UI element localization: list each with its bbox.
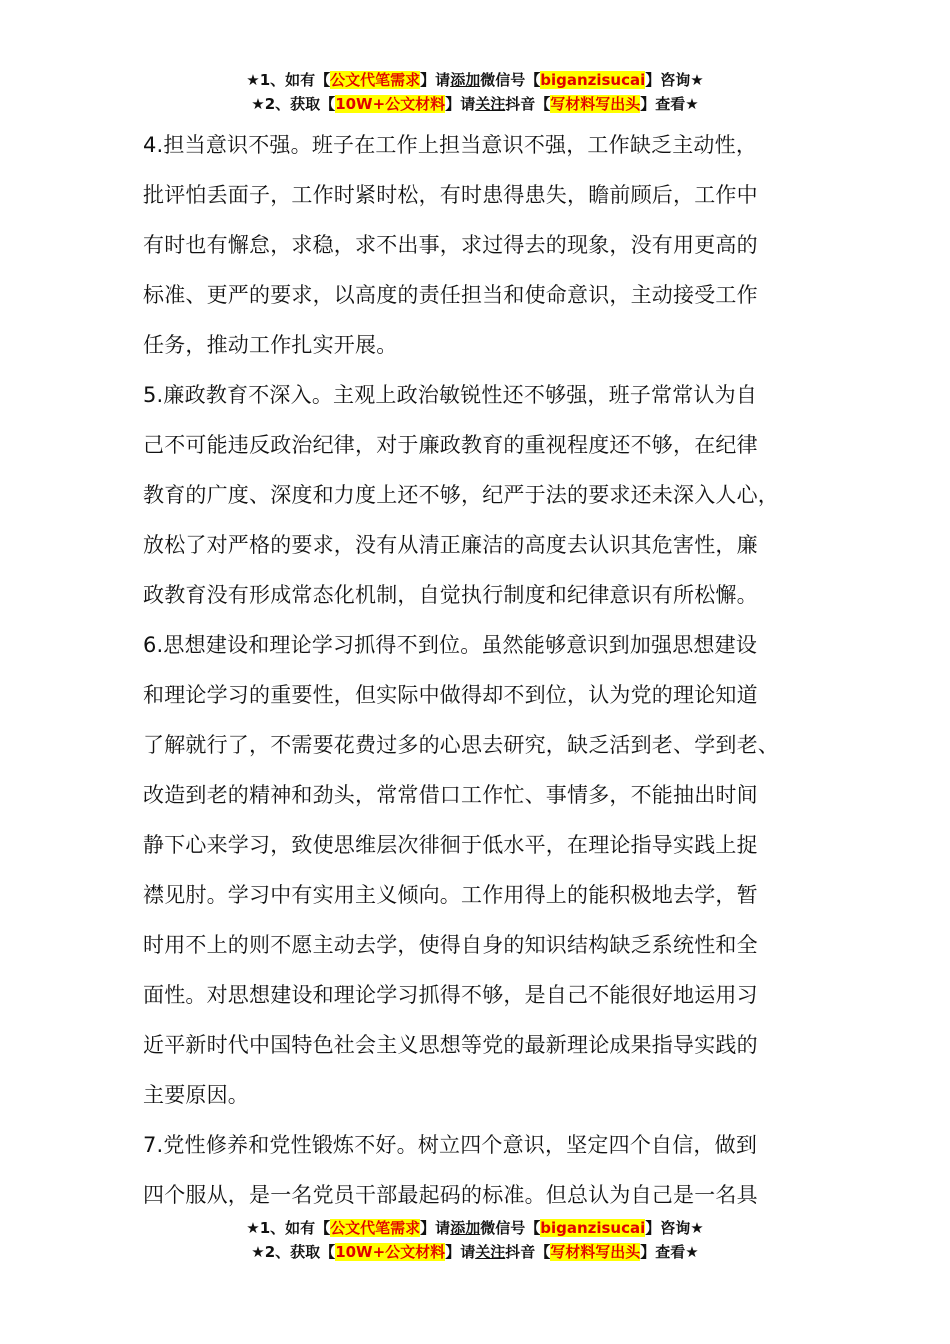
highlight-douyin-account: 写材料写出头 [550, 1243, 641, 1261]
text-line: 和理论学习的重要性，但实际中做得却不到位，认为党的理论知道 [143, 683, 758, 707]
text-line: 主要原因。 [143, 1083, 249, 1107]
footer-banner [0, 1216, 950, 1264]
underlined-add: 添加 [450, 1219, 481, 1237]
text-line: 5.廉政教育不深入。主观上政治敏锐性还不够强，班子常常认为自 [143, 383, 758, 407]
text-line: 时用不上的则不愿主动去学，使得自身的知识结构缺乏系统性和全 [143, 933, 758, 957]
highlight-wechat-id: biganzisucai [540, 71, 646, 89]
text-line: 任务，推动工作扎实开展。 [143, 333, 398, 357]
banner-text: ★2、获取【 [251, 1243, 336, 1261]
banner-line-2 [0, 1240, 950, 1264]
text-line: 近平新时代中国特色社会主义思想等党的最新理论成果指导实践的 [143, 1033, 758, 1057]
banner-text: 】查看★ [640, 1243, 699, 1261]
banner-text: 】请 [420, 1219, 451, 1237]
underlined-follow: 关注 [475, 95, 506, 113]
banner-text: ★1、如有【 [246, 1219, 331, 1237]
text-line: 己不可能违反政治纪律，对于廉政教育的重视程度还不够，在纪律 [143, 433, 758, 457]
banner-line-2 [0, 92, 950, 116]
highlight-materials: 10W+公文材料 [335, 95, 446, 113]
banner-text: 抖音【 [505, 95, 551, 113]
banner-text: ★1、如有【 [246, 71, 331, 89]
text-line: 政教育没有形成常态化机制，自觉执行制度和纪律意识有所松懈。 [143, 583, 758, 607]
text-line: 了解就行了，不需要花费过多的心思去研究，缺乏活到老、学到老、 [143, 733, 779, 757]
banner-line-1 [0, 68, 950, 92]
highlight-douyin-account: 写材料写出头 [550, 95, 641, 113]
paragraph-7 [143, 1120, 833, 1220]
banner-text: 】查看★ [640, 95, 699, 113]
banner-text: 】请 [420, 71, 451, 89]
banner-line-1 [0, 1216, 950, 1240]
text-line: 面性。对思想建设和理论学习抓得不够，是自己不能很好地运用习 [143, 983, 758, 1007]
highlight-service: 公文代笔需求 [330, 1219, 421, 1237]
paragraph-4 [143, 120, 833, 370]
underlined-follow: 关注 [475, 1243, 506, 1261]
banner-text: 】咨询★ [645, 1219, 704, 1237]
highlight-service: 公文代笔需求 [330, 71, 421, 89]
banner-text: 】请 [445, 95, 476, 113]
text-line: 标准、更严的要求，以高度的责任担当和使命意识，主动接受工作 [143, 283, 758, 307]
text-line: 7.党性修养和党性锻炼不好。树立四个意识，坚定四个自信，做到 [143, 1133, 758, 1157]
banner-text: ★2、获取【 [251, 95, 336, 113]
underlined-add: 添加 [450, 71, 481, 89]
document-body [143, 120, 833, 1220]
text-line: 4.担当意识不强。班子在工作上担当意识不强，工作缺乏主动性， [143, 133, 758, 157]
text-line: 教育的广度、深度和力度上还不够，纪严于法的要求还未深入人心， [143, 483, 779, 507]
banner-text: 微信号【 [480, 1219, 541, 1237]
text-line: 批评怕丢面子，工作时紧时松，有时患得患失，瞻前顾后，工作中 [143, 183, 758, 207]
highlight-wechat-id: biganzisucai [540, 1219, 646, 1237]
text-line: 6.思想建设和理论学习抓得不到位。虽然能够意识到加强思想建设 [143, 633, 758, 657]
text-line: 有时也有懈怠，求稳，求不出事，求过得去的现象，没有用更高的 [143, 233, 758, 257]
paragraph-6 [143, 620, 833, 1120]
banner-text: 】请 [445, 1243, 476, 1261]
text-line: 四个服从，是一名党员干部最起码的标准。但总认为自己是一名具 [143, 1183, 758, 1207]
banner-text: 微信号【 [480, 71, 541, 89]
banner-text: 抖音【 [505, 1243, 551, 1261]
text-line: 改造到老的精神和劲头，常常借口工作忙、事情多，不能抽出时间 [143, 783, 758, 807]
banner-text: 】咨询★ [645, 71, 704, 89]
header-banner [0, 68, 950, 116]
highlight-materials: 10W+公文材料 [335, 1243, 446, 1261]
text-line: 放松了对严格的要求，没有从清正廉洁的高度去认识其危害性，廉 [143, 533, 758, 557]
paragraph-5 [143, 370, 833, 620]
text-line: 襟见肘。学习中有实用主义倾向。工作用得上的能积极地去学，暂 [143, 883, 758, 907]
text-line: 静下心来学习，致使思维层次徘徊于低水平，在理论指导实践上捉 [143, 833, 758, 857]
